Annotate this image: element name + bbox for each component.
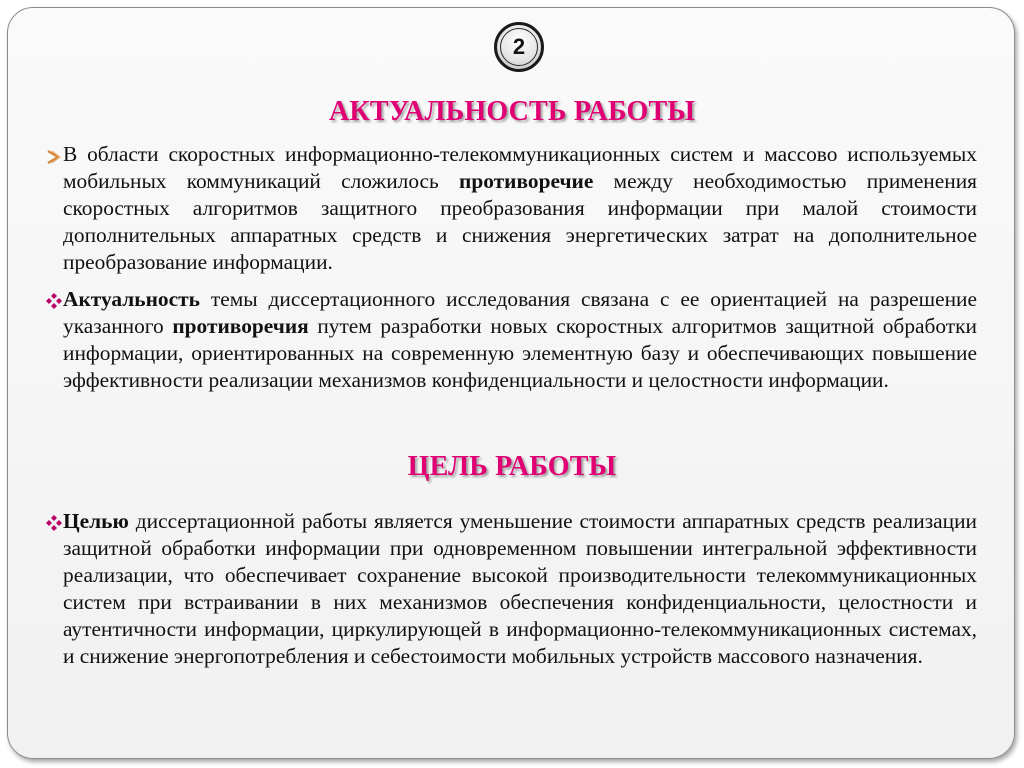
section-title-goal: ЦЕЛЬ РАБОТЫ — [407, 451, 617, 482]
paragraph-relevance — [63, 286, 977, 394]
highlight-term: Целью — [63, 509, 129, 533]
paragraph-text: темы диссертационного исследования связана с ее ориентацией на разрешение указанного — [63, 287, 977, 338]
slide-number-badge — [494, 22, 544, 72]
diamond-bullet-icon — [45, 292, 63, 310]
paragraph-text: В области скоростных информационно-телекоммуникационных систем и массово используемых мобильных коммуникаций сложилось — [63, 142, 977, 193]
arrow-bullet-icon — [45, 148, 63, 166]
paragraph-text: путем разработки новых скоростных алгоритмов защитной обработки информации, ориентированных на современную элементную базу и обеспечивающих повышение эффективности реализации механизмов конфиденциальности и целостности информации. — [63, 314, 977, 392]
paragraph-contradiction — [63, 141, 977, 276]
paragraph-text: диссертационной работы является уменьшение стоимости аппаратных средств реализации защитной обработки информации при одновременном повышении интегральной эффективности реализации, что обеспечивает сохранение высокой производительности телекоммуникационных систем при встраивании в них механизмов обеспечения конфиденциальности, целостности и аутентичности информации, циркулирующей в информационно-телекоммуникационных системах, и снижение энергопотребления и себестоимости мобильных устройств массового назначения. — [63, 509, 977, 668]
diamond-bullet-icon — [45, 514, 63, 532]
paragraph-goal — [63, 508, 977, 670]
highlight-term: Актуальность — [63, 287, 200, 311]
slide-number: 2 — [500, 28, 538, 66]
paragraph-text: между необходимостью применения скоростных алгоритмов защитного преобразования информации при малой стоимости дополнительных аппаратных средств и снижения энергетических затрат на дополнительное преобразование информации. — [63, 169, 977, 274]
highlight-term: противоречие — [459, 169, 594, 193]
section-title-relevance: АКТУАЛЬНОСТЬ РАБОТЫ — [328, 96, 696, 127]
highlight-term: противоречия — [172, 314, 309, 338]
